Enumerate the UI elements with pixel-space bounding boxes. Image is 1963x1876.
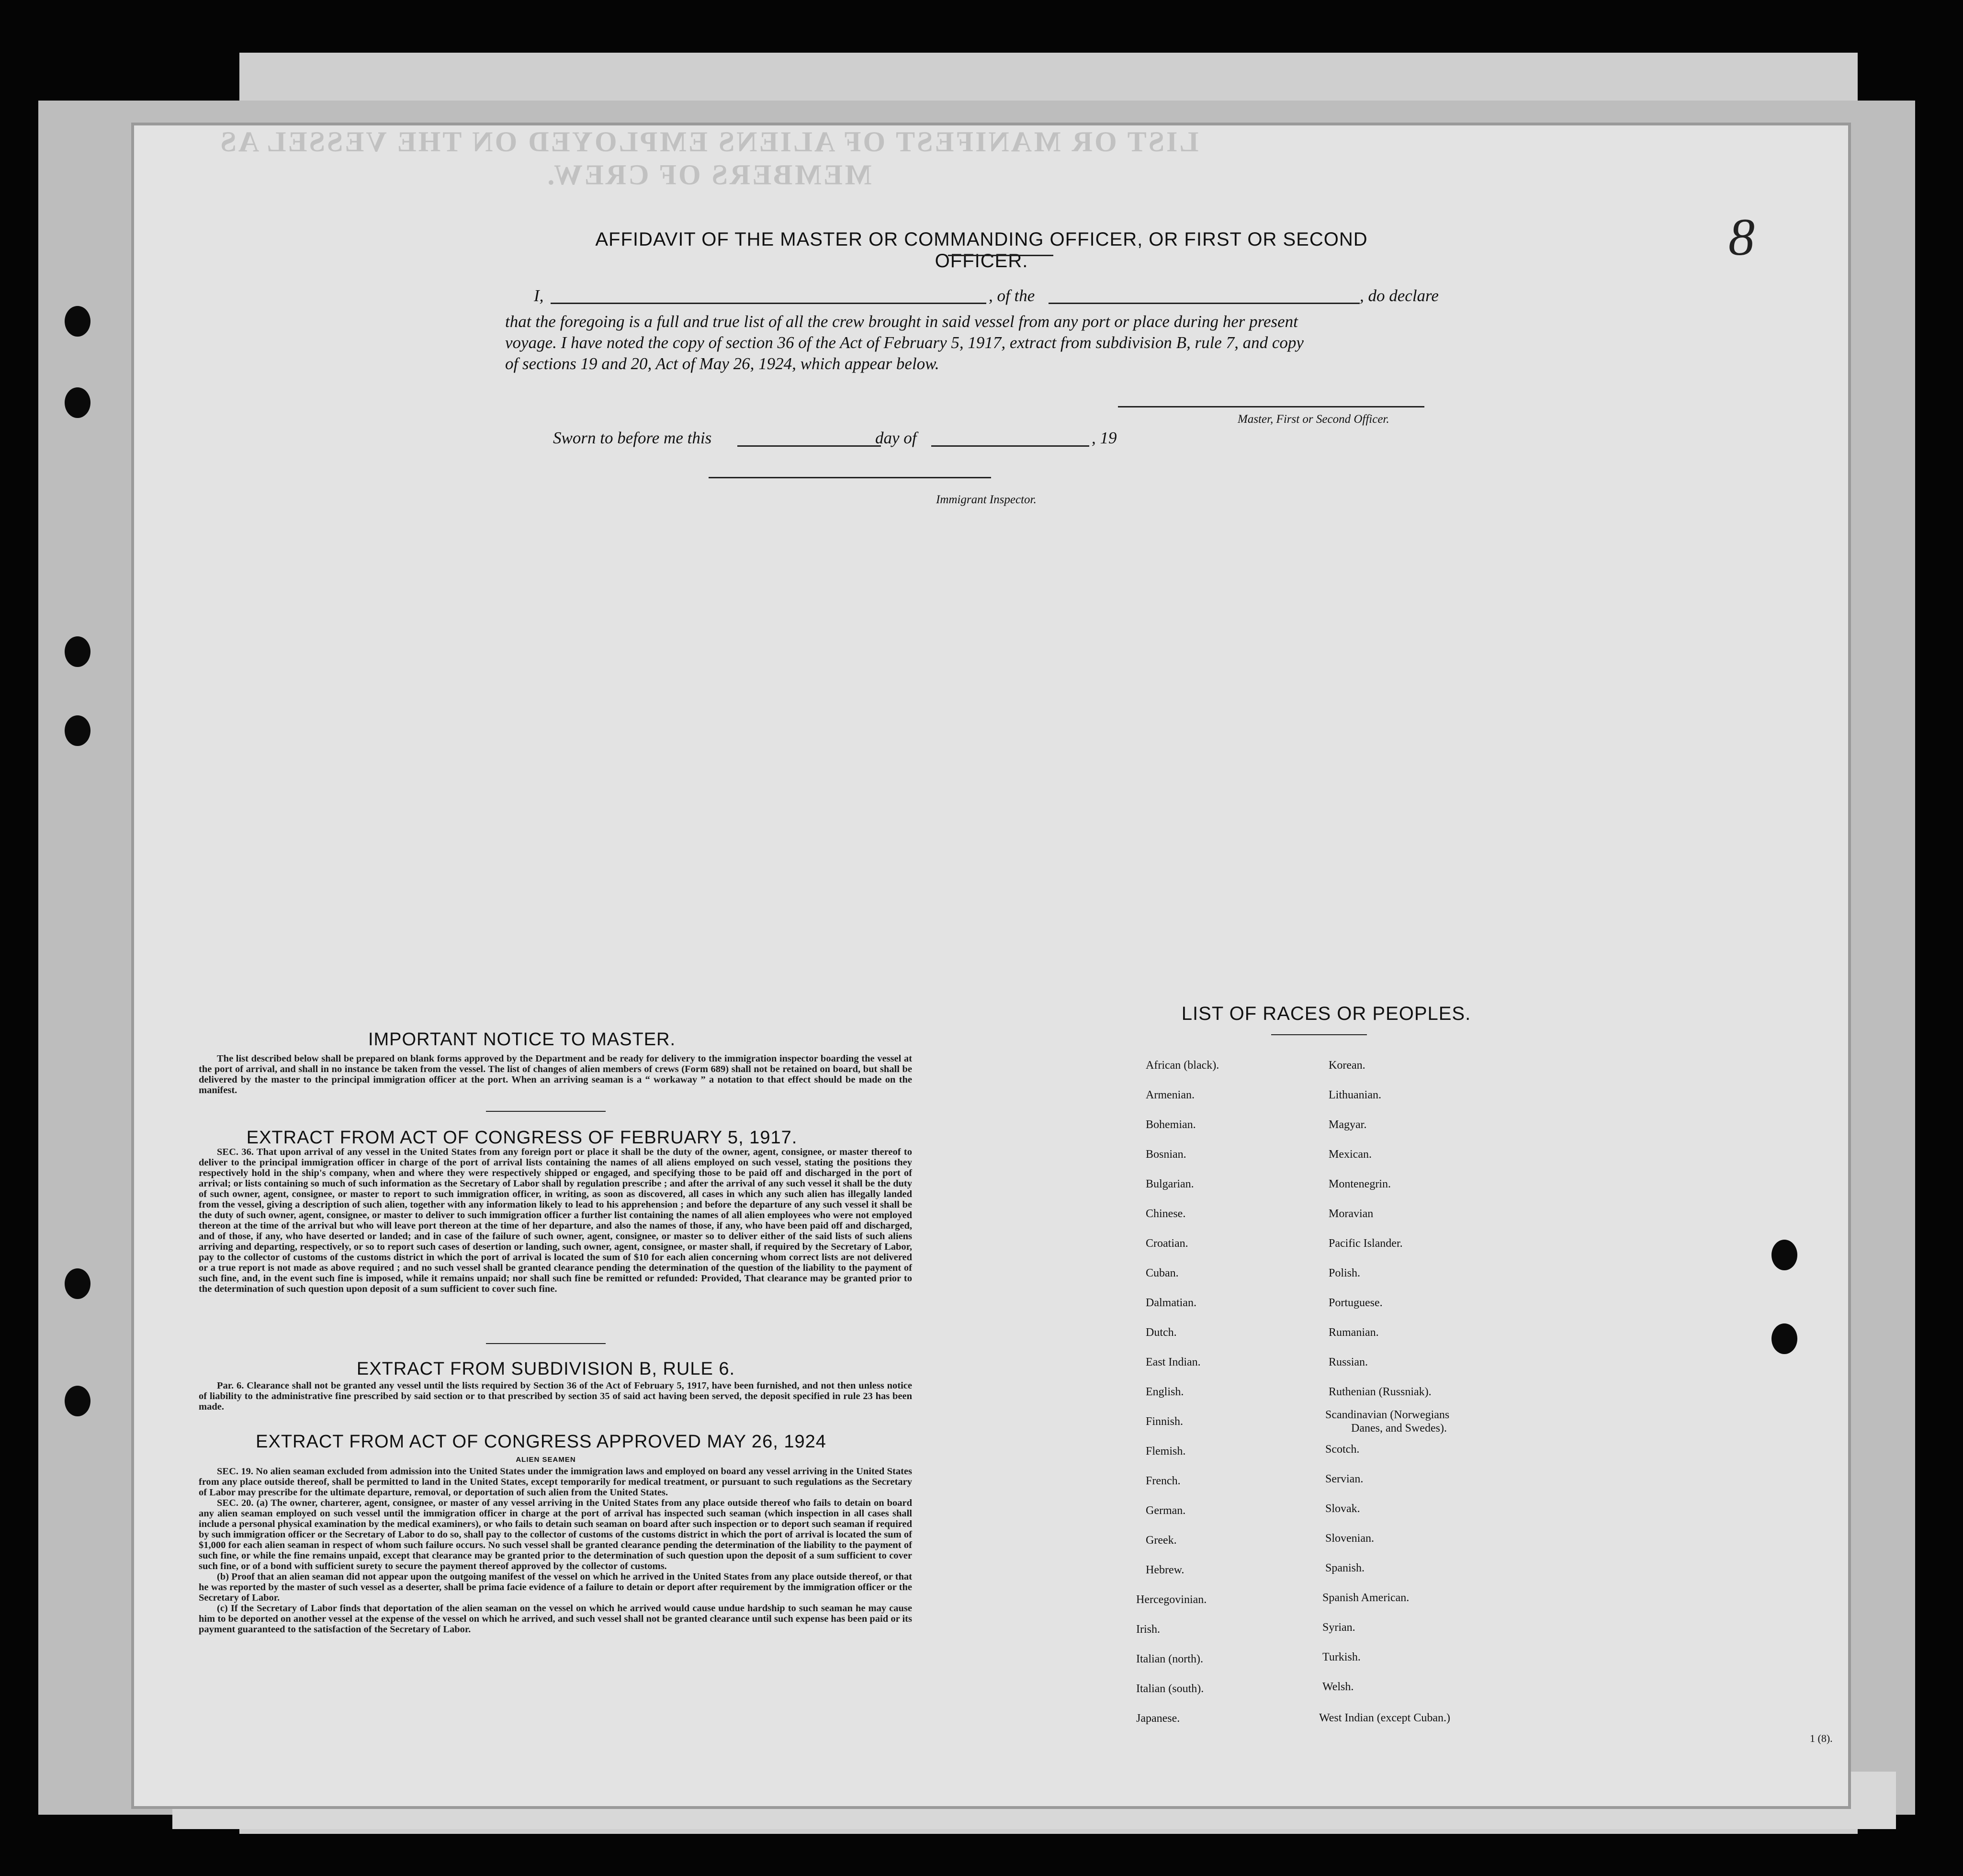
races-title: LIST OF RACES OR PEOPLES. — [1181, 1003, 1471, 1024]
race-item: Japanese. — [1136, 1712, 1180, 1725]
extract-1924-text — [199, 1466, 912, 1635]
race-item: West Indian (except Cuban.) — [1319, 1712, 1450, 1724]
race-item: Welsh. — [1322, 1681, 1354, 1693]
race-item: African (black). — [1146, 1059, 1219, 1072]
race-item: Portuguese. — [1329, 1297, 1383, 1309]
race-item: German. — [1146, 1504, 1186, 1517]
race-item: Magyar. — [1329, 1119, 1367, 1131]
race-item: Slovenian. — [1325, 1532, 1374, 1545]
race-item: Italian (south). — [1136, 1683, 1204, 1695]
race-item: Rumanian. — [1329, 1326, 1379, 1339]
sec-20b: (b) Proof that an alien seaman did not appear upon the outgoing manifest of the vessel on which he arrived in the United States from any place outside thereof, or that he was reported by the master of such vessel as a deserter, shall be prima facie evidence of a failure to detain or deport after requirement by the immigration officer or the Secretary of Labor. — [199, 1571, 912, 1603]
race-item: Hebrew. — [1146, 1564, 1185, 1576]
extract-1917-title: EXTRACT FROM ACT OF CONGRESS OF FEBRUARY 5, 1917. — [246, 1128, 798, 1148]
punch-hole — [65, 306, 90, 337]
race-item: Croatian. — [1146, 1237, 1188, 1250]
day-field-line — [737, 445, 881, 447]
vessel-field-line — [1049, 303, 1360, 304]
affidavit-of-the-label: , of the — [989, 286, 1035, 305]
sworn-label: Sworn to before me this — [553, 429, 712, 447]
sec-20a: SEC. 20. (a) The owner, charterer, agent, consignee, or master of any vessel arriving in the United States from any place outside thereof who fails to detain on board any alien seaman employed on such vessel until the immigration officer in charge at the port of arrival has inspected such seaman (which inspection in all cases shall include a personal physical examination by the medical examiners), or who fails to detain such seaman on board after such inspection or to deport such seaman if required by such immigration officer or the Secretary of Labor to do so, shall pay to the collector of customs of the customs district in which the port of arrival is located the sum of $1,000 for each alien seaman in respect of whom such failure occurs. No such vessel shall be granted clearance pending the determination of the liability to the payment of such fine, or while the fine remains unpaid, except that clearance may be granted prior to the determination of such question upon the deposit of a sum sufficient to cover such fine, or of a bond with sufficient surety to secure the payment thereof approved by the collector of customs. — [199, 1498, 912, 1571]
race-item: Cuban. — [1146, 1267, 1179, 1279]
race-item: Hercegovinian. — [1136, 1593, 1207, 1606]
race-item: Turkish. — [1322, 1651, 1361, 1663]
race-item: Ruthenian (Russniak). — [1329, 1386, 1432, 1398]
race-item: Korean. — [1329, 1059, 1365, 1072]
race-item: Russian. — [1329, 1356, 1368, 1368]
race-item: Scotch. — [1325, 1443, 1360, 1456]
sworn-year-label: , 19 — [1092, 429, 1117, 447]
race-item: Slovak. — [1325, 1503, 1360, 1515]
race-item: Pacific Islander. — [1329, 1237, 1403, 1250]
race-item: Dalmatian. — [1146, 1297, 1196, 1309]
notice-text: The list described below shall be prepared on blank forms approved by the Department and be ready for delivery to the immigration inspector boarding the vessel at the port of arrival, and shall in no instance be taken from the vessel. The list of changes of alien members of crews (Form 689) shall not be retained on board, but shall be delivered by the master to the principal immigration officer at the port. When an arriving seaman is a “ workaway ” a notation to that effect should be made on the manifest. — [199, 1053, 912, 1096]
sec-19: SEC. 19. No alien seaman excluded from admission into the United States under the immigration laws and employed on board any vessel arriving in the United States from any place outside thereof, shall be permitted to land in the United States, except temporarily for medical treatment, or pursuant to such regulations as the Secretary of Labor may prescribe for the ultimate departure, removal, or deportation of such alien from the United States. — [199, 1466, 912, 1498]
affidavit-line: that the foregoing is a full and true list of all the crew brought in said vessel from any port or place during her present — [505, 312, 1298, 331]
inspector-label: Immigrant Inspector. — [936, 493, 1037, 506]
punch-hole — [65, 636, 90, 667]
race-item: Servian. — [1325, 1473, 1364, 1485]
race-item: Italian (north). — [1136, 1653, 1203, 1665]
punch-hole — [1771, 1323, 1797, 1354]
form-number: 1 (8). — [1810, 1732, 1833, 1744]
affidavit-line: of sections 19 and 20, Act of May 26, 1924, which appear below. — [505, 354, 939, 373]
race-item: Lithuanian. — [1329, 1089, 1381, 1101]
race-item: Bosnian. — [1146, 1148, 1186, 1161]
punch-hole — [65, 1268, 90, 1299]
punch-hole — [65, 387, 90, 418]
race-item: East Indian. — [1146, 1356, 1201, 1368]
month-field-line — [931, 445, 1089, 447]
race-item: Bulgarian. — [1146, 1178, 1194, 1190]
race-item: Chinese. — [1146, 1208, 1186, 1220]
race-item: Scandinavian (Norwegians — [1325, 1409, 1450, 1421]
race-item: Greek. — [1146, 1534, 1177, 1547]
race-item: Flemish. — [1146, 1445, 1186, 1458]
race-item: Montenegrin. — [1329, 1178, 1391, 1190]
race-item: Moravian — [1329, 1208, 1374, 1220]
notice-title: IMPORTANT NOTICE TO MASTER. — [368, 1029, 676, 1050]
inspector-signature-line — [709, 477, 991, 478]
affidavit-line: voyage. I have noted the copy of section 36 of the Act of February 5, 1917, extract from subdivision B, rule 7, and copy — [505, 333, 1304, 352]
name-field-line — [551, 303, 986, 304]
sec-20c: (c) If the Secretary of Labor finds that deportation of the alien seaman on the vessel on which he arrived would cause undue hardship to such seaman he may cause him to be deported on another vessel at the expense of the vessel on which he arrived, and such vessel shall not be granted clearance until such expense has been paid or its payment guaranteed to the satisfaction of the Secretary of Labor. — [199, 1603, 912, 1635]
divider — [486, 1343, 606, 1344]
race-item: English. — [1146, 1386, 1184, 1398]
affidavit-i-label: I, — [534, 286, 544, 305]
race-item: French. — [1146, 1475, 1181, 1487]
race-item: Bohemian. — [1146, 1119, 1196, 1131]
race-item: Polish. — [1329, 1267, 1361, 1279]
race-item: Spanish. — [1325, 1562, 1365, 1574]
race-item: Mexican. — [1329, 1148, 1372, 1161]
race-item: Syrian. — [1322, 1621, 1355, 1634]
race-item: Danes, and Swedes). — [1351, 1422, 1447, 1435]
divider — [948, 255, 1053, 256]
divider — [1271, 1034, 1367, 1035]
punch-hole — [1771, 1240, 1797, 1270]
punch-hole — [65, 1386, 90, 1416]
extract-rule6-title: EXTRACT FROM SUBDIVISION B, RULE 6. — [356, 1359, 735, 1379]
punch-hole — [65, 715, 90, 746]
signature-line — [1118, 406, 1424, 407]
extract-rule6-text: Par. 6. Clearance shall not be granted any vessel until the lists required by Section 36 of the Act of February 5, 1917, have been furnished, and not then unless notice of liability to the administrative fine prescribed by said section or to that prescribed by section 35 of said act having been served, the deposit specified in rule 23 has been made. — [199, 1380, 912, 1412]
affidavit-title: AFFIDAVIT OF THE MASTER OR COMMANDING OFFICER, OR FIRST OR SECOND OFFICER. — [595, 229, 1368, 271]
race-item: Armenian. — [1146, 1089, 1195, 1101]
signature-label: Master, First or Second Officer. — [1238, 413, 1389, 426]
handwritten-number: 8 — [1728, 208, 1755, 266]
extract-1924-title: EXTRACT FROM ACT OF CONGRESS APPROVED MAY 26, 1924 — [256, 1432, 826, 1452]
race-item: Finnish. — [1146, 1415, 1184, 1428]
race-item: Dutch. — [1146, 1326, 1177, 1339]
affidavit-declare-label: , do declare — [1360, 286, 1439, 305]
sworn-day-label: day of — [875, 429, 917, 447]
extract-1917-text: SEC. 36. That upon arrival of any vessel in the United States from any foreign port or place it shall be the duty of the owner, agent, consignee, or master thereof to deliver to the principal immigration officer in charge of the port of arrival lists containing the names of all aliens employed on such vessel, stating the positions they respectively hold in the ship's company, when and where they were respectively shipped or engaged, and specifying those to be paid off and discharged in the port of arrival; or lists containing so much of such information as the Secretary of Labor shall by regulation prescribe ; and after the arrival of any such vessel it shall be the duty of such owner, agent, consignee, or master to report to such immigration officer, in writing, as soon as discovered, all cases in which any such alien has illegally landed from the vessel, giving a description of such alien, together with any information likely to lead to his apprehension ; and before the departure of any such vessel it shall be the duty of such owner, agent, consignee, or master to deliver to such immigration officer a further list containing the names of all alien employees who were not employed thereon at the time of the arrival but who will leave port thereon at the time of her departure, and also the names of those, if any, who have been paid off and discharged, and of those, if any, who have deserted or landed; and in case of the failure of such owner, agent, consignee, or master so to deliver either of the said lists of such aliens arriving and departing, respectively, or so to report such cases of desertion or landing, such owner, agent, consignee, or master shall, if required by the Secretary of Labor, pay to the collector of customs of the customs district in which the port of arrival is located the sum of $10 for each alien concerning whom correct lists are not delivered or a true report is not made as above required ; and no such vessel shall be granted clearance pending the determination of the question of the liability to the payment of such fine, and, in the event such fine is imposed, while it remains unpaid; nor shall such fine be remitted or refunded: Provided, That clearance may be granted prior to the determination of such question upon deposit of a sum sufficient to cover such fine. — [199, 1147, 912, 1294]
race-item: Irish. — [1136, 1623, 1160, 1636]
divider — [486, 1111, 606, 1112]
race-item: Spanish American. — [1322, 1592, 1410, 1604]
bleed-through-text: LIST OR MANIFEST OF ALIENS EMPLOYED ON THE VESSEL AS MEMBERS OF CREW. — [218, 126, 1199, 191]
extract-1924-subtitle: ALIEN SEAMEN — [516, 1456, 576, 1464]
